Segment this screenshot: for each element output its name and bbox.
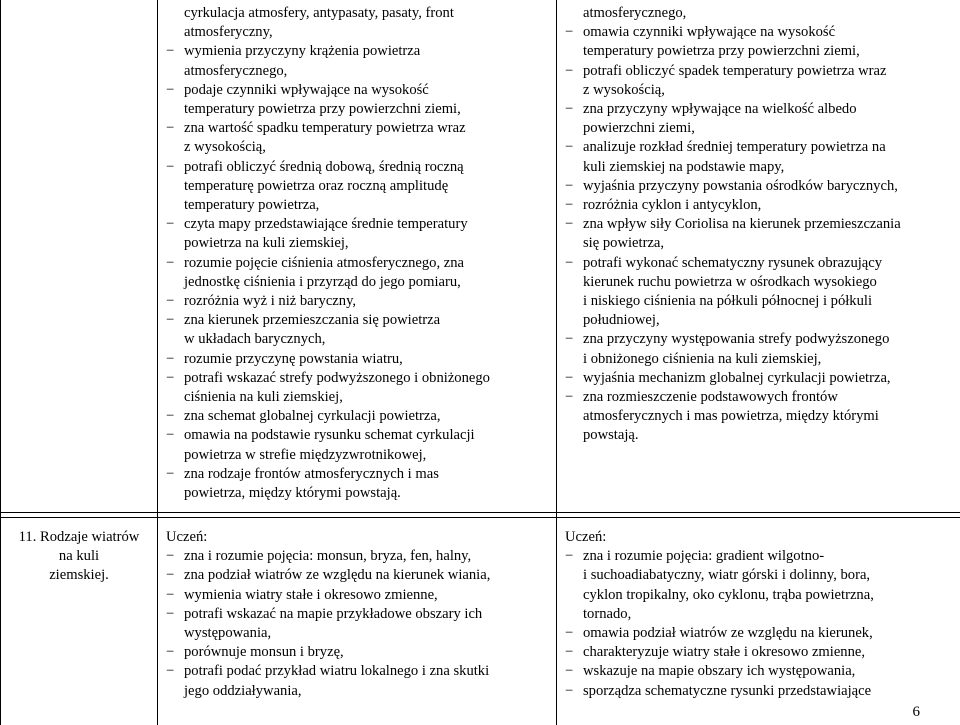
dash-bullet-icon: − xyxy=(565,216,574,233)
dash-bullet-icon: − xyxy=(166,567,175,584)
dash-bullet-icon: − xyxy=(565,177,574,194)
line-text: atmosferycznego, xyxy=(184,62,288,79)
bullet-continuation xyxy=(565,566,958,585)
line-text: cyklon tropikalny, oko cyklonu, trąba powietrzna, xyxy=(583,586,874,603)
line-text: z wysokością, xyxy=(583,81,665,98)
dash-bullet-icon: − xyxy=(166,408,175,425)
line-text: potrafi wskazać strefy podwyższonego i obniżonego xyxy=(184,369,490,386)
bullet-item xyxy=(565,196,958,215)
line-text: zna i rozumie pojęcia: monsun, bryza, fen, halny, xyxy=(184,548,472,565)
line-text: i niskiego ciśnienia na półkuli północnej i półkuli xyxy=(583,293,872,310)
dash-bullet-icon: − xyxy=(166,293,175,310)
topic-line: na kuli xyxy=(58,548,100,565)
bullet-continuation xyxy=(166,273,554,292)
bullet-item xyxy=(565,369,958,388)
dash-bullet-icon: − xyxy=(166,158,175,175)
line-text: zna i rozumie pojęcia: gradient wilgotno- xyxy=(583,548,825,565)
line-text: jednostkę ciśnienia i przyrząd do jego pomiaru, xyxy=(184,273,461,290)
bullet-continuation xyxy=(565,426,958,445)
bullet-item xyxy=(166,254,554,273)
line-text: zna rodzaje frontów atmosferycznych i mas xyxy=(184,465,439,482)
dash-bullet-icon: − xyxy=(565,625,574,642)
dash-bullet-icon: − xyxy=(565,101,574,118)
dash-bullet-icon: − xyxy=(166,548,175,565)
line-text: temperaturę powietrza oraz roczną amplitudę xyxy=(184,177,449,194)
line-text: powietrza na kuli ziemskiej, xyxy=(184,235,349,252)
dash-bullet-icon: − xyxy=(565,139,574,156)
page-number: 6 xyxy=(912,704,920,720)
bullet-item xyxy=(166,369,554,388)
line-text: kierunek ruchu powietrza w ośrodkach wysokiego xyxy=(583,273,877,290)
line-text: występowania, xyxy=(184,625,272,642)
dash-bullet-icon: − xyxy=(565,548,574,565)
dash-bullet-icon: − xyxy=(166,465,175,482)
bullet-continuation xyxy=(565,311,958,330)
bullet-item xyxy=(565,662,958,681)
line-text: omawia czynniki wpływające na wysokość xyxy=(583,24,836,41)
dash-bullet-icon: − xyxy=(166,350,175,367)
bullet-item xyxy=(166,586,554,605)
bullet-item xyxy=(166,605,554,624)
dash-bullet-icon: − xyxy=(166,663,175,680)
bullet-continuation xyxy=(166,177,554,196)
cell-heading xyxy=(166,528,554,547)
bullet-continuation xyxy=(565,586,958,605)
line-text: zna kierunek przemieszczania się powietrza xyxy=(184,312,441,329)
dash-bullet-icon: − xyxy=(166,120,175,137)
line-text: temperatury powietrza, xyxy=(184,197,320,214)
bullet-item xyxy=(565,624,958,643)
bullet-item xyxy=(166,643,554,662)
bullet-continuation xyxy=(166,484,554,503)
row-separator-bottom xyxy=(0,517,960,518)
line-text: wymienia wiatry stałe i okresowo zmienne, xyxy=(184,586,438,603)
bullet-continuation xyxy=(166,330,554,349)
bullet-item xyxy=(166,350,554,369)
bullet-item xyxy=(565,330,958,349)
dash-bullet-icon: − xyxy=(166,644,175,661)
line-text: wymienia przyczyny krążenia powietrza xyxy=(184,43,421,60)
line-text: powietrza, między którymi powstają. xyxy=(184,485,401,502)
table-border-left xyxy=(0,0,1,725)
bullet-continuation xyxy=(166,388,554,407)
line-text: i obniżonego ciśnienia na kuli ziemskiej, xyxy=(583,350,822,367)
bullet-continuation xyxy=(166,4,554,23)
line-text: zna schemat globalnej cyrkulacji powietrza, xyxy=(184,408,441,425)
table-divider-1 xyxy=(157,0,158,725)
line-text: czyta mapy przedstawiające średnie temperatury xyxy=(184,216,468,233)
dash-bullet-icon: − xyxy=(565,369,574,386)
bullet-item xyxy=(565,547,958,566)
dash-bullet-icon: − xyxy=(166,427,175,444)
line-text: zna przyczyny wpływające na wielkość albedo xyxy=(583,101,857,118)
line-text: południowej, xyxy=(583,312,660,329)
line-text: rozumie przyczynę powstania wiatru, xyxy=(184,350,403,367)
line-text: atmosferycznego, xyxy=(583,5,687,21)
line-text: wskazuje na mapie obszary ich występowania, xyxy=(583,663,856,680)
line-text: ciśnienia na kuli ziemskiej, xyxy=(184,389,343,406)
bullet-continuation xyxy=(166,234,554,253)
dash-bullet-icon: − xyxy=(166,312,175,329)
bullet-continuation xyxy=(565,119,958,138)
bullet-continuation xyxy=(166,23,554,42)
dash-bullet-icon: − xyxy=(565,663,574,680)
bullet-item xyxy=(166,547,554,566)
line-text: sporządza schematyczne rysunki przedstawiające xyxy=(583,682,872,699)
dash-bullet-icon: − xyxy=(565,254,574,271)
line-text: potrafi obliczyć spadek temperatury powietrza wraz xyxy=(583,62,887,79)
bullet-item xyxy=(166,407,554,426)
line-text: zna podział wiatrów ze względu na kierunek wiania, xyxy=(184,567,491,584)
dash-bullet-icon: − xyxy=(565,389,574,406)
top-extended-requirements-cell xyxy=(565,4,958,446)
bullet-continuation xyxy=(565,42,958,61)
bullet-item xyxy=(166,662,554,681)
bullet-item xyxy=(565,177,958,196)
lesson-topic-cell xyxy=(2,528,156,586)
dash-bullet-icon: − xyxy=(166,254,175,271)
top-basic-requirements-cell xyxy=(166,4,554,503)
line-text: tornado, xyxy=(583,605,632,622)
line-text: i suchoadiabatyczny, wiatr górski i dolinny, bora, xyxy=(583,567,871,584)
line-text: temperatury powietrza przy powierzchni ziemi, xyxy=(184,101,461,118)
bullet-item xyxy=(565,388,958,407)
dash-bullet-icon: − xyxy=(166,369,175,386)
topic-line: ziemskiej. xyxy=(49,567,109,584)
dash-bullet-icon: − xyxy=(166,586,175,603)
bullet-item xyxy=(166,465,554,484)
bullet-item xyxy=(166,215,554,234)
bullet-item xyxy=(166,426,554,445)
line-text: temperatury powietrza przy powierzchni ziemi, xyxy=(583,43,860,60)
bullet-continuation xyxy=(166,100,554,119)
bullet-continuation xyxy=(565,407,958,426)
bullet-item xyxy=(565,254,958,273)
row-separator-top xyxy=(0,512,960,513)
line-text: porównuje monsun i bryzę, xyxy=(184,644,344,661)
bullet-item xyxy=(565,138,958,157)
bullet-item xyxy=(166,119,554,138)
line-text: podaje czynniki wpływające na wysokość xyxy=(184,81,429,98)
line-text: potrafi wykonać schematyczny rysunek obrazujący xyxy=(583,254,883,271)
line-text: cyrkulacja atmosfery, antypasaty, pasaty, front xyxy=(184,5,454,21)
cell-heading xyxy=(565,528,958,547)
bullet-continuation xyxy=(565,81,958,100)
line-text: w układach barycznych, xyxy=(184,331,326,348)
line-text: analizuje rozkład średniej temperatury powietrza na xyxy=(583,139,886,156)
line-text: zna wartość spadku temperatury powietrza wraz xyxy=(184,120,466,137)
line-text: rozumie pojęcie ciśnienia atmosferycznego, zna xyxy=(184,254,464,271)
line-text: powietrza w strefie międzyzwrotnikowej, xyxy=(184,446,427,463)
line-text: charakteryzuje wiatry stałe i okresowo zmienne, xyxy=(583,644,866,661)
bullet-item xyxy=(565,682,958,701)
bullet-item xyxy=(565,23,958,42)
line-text: atmosferycznych i mas powietrza, między którymi xyxy=(583,408,879,425)
line-text: zna wpływ siły Coriolisa na kierunek przemieszczania xyxy=(583,216,901,233)
line-text: potrafi podać przykład wiatru lokalnego i zna skutki xyxy=(184,663,490,680)
line-text: z wysokością, xyxy=(184,139,266,156)
bullet-item xyxy=(565,62,958,81)
line-text: omawia podział wiatrów ze względu na kierunek, xyxy=(583,625,873,642)
bullet-continuation xyxy=(166,446,554,465)
bullet-item xyxy=(565,643,958,662)
bullet-item xyxy=(166,158,554,177)
bullet-item xyxy=(166,81,554,100)
dash-bullet-icon: − xyxy=(166,81,175,98)
bullet-item xyxy=(166,311,554,330)
line-text: wyjaśnia przyczyny powstania ośrodków barycznych, xyxy=(583,177,898,194)
line-text: powstają. xyxy=(583,427,639,444)
bullet-item xyxy=(166,292,554,311)
line-text: zna przyczyny występowania strefy podwyższonego xyxy=(583,331,890,348)
bullet-continuation xyxy=(166,196,554,215)
dash-bullet-icon: − xyxy=(565,24,574,41)
bullet-item xyxy=(565,215,958,234)
bottom-basic-requirements-cell xyxy=(166,528,554,701)
line-text: omawia na podstawie rysunku schemat cyrkulacji xyxy=(184,427,475,444)
dash-bullet-icon: − xyxy=(166,43,175,60)
bullet-continuation xyxy=(166,138,554,157)
bullet-continuation xyxy=(565,234,958,253)
dash-bullet-icon: − xyxy=(166,216,175,233)
line-text: Uczeń: xyxy=(166,529,208,545)
dash-bullet-icon: − xyxy=(565,197,574,214)
line-text: Uczeń: xyxy=(565,529,607,545)
bullet-continuation xyxy=(565,273,958,292)
bullet-continuation xyxy=(166,682,554,701)
bullet-continuation xyxy=(565,158,958,177)
line-text: potrafi wskazać na mapie przykładowe obszary ich xyxy=(184,605,483,622)
line-text: kuli ziemskiej na podstawie mapy, xyxy=(583,158,785,175)
dash-bullet-icon: − xyxy=(565,682,574,699)
dash-bullet-icon: − xyxy=(565,644,574,661)
line-text: potrafi obliczyć średnią dobową, średnią roczną xyxy=(184,158,464,175)
bullet-continuation xyxy=(565,605,958,624)
line-text: jego oddziaływania, xyxy=(184,682,302,699)
bullet-continuation xyxy=(166,62,554,81)
topic-line: 11. Rodzaje wiatrów xyxy=(18,529,140,545)
bullet-continuation xyxy=(565,4,958,23)
dash-bullet-icon: − xyxy=(565,62,574,79)
bullet-continuation xyxy=(565,350,958,369)
line-text: rozróżnia cyklon i antycyklon, xyxy=(583,197,762,214)
line-text: wyjaśnia mechanizm globalnej cyrkulacji powietrza, xyxy=(583,369,891,386)
bullet-continuation xyxy=(565,292,958,311)
line-text: zna rozmieszczenie podstawowych frontów xyxy=(583,389,838,406)
dash-bullet-icon: − xyxy=(166,605,175,622)
bottom-extended-requirements-cell xyxy=(565,528,958,701)
line-text: powierzchni ziemi, xyxy=(583,120,695,137)
bullet-item xyxy=(166,566,554,585)
table-divider-2 xyxy=(556,0,557,725)
line-text: się powietrza, xyxy=(583,235,665,252)
line-text: atmosferyczny, xyxy=(184,24,273,41)
line-text: rozróżnia wyż i niż baryczny, xyxy=(184,293,357,310)
bullet-continuation xyxy=(166,624,554,643)
dash-bullet-icon: − xyxy=(565,331,574,348)
bullet-item xyxy=(166,42,554,61)
bullet-item xyxy=(565,100,958,119)
